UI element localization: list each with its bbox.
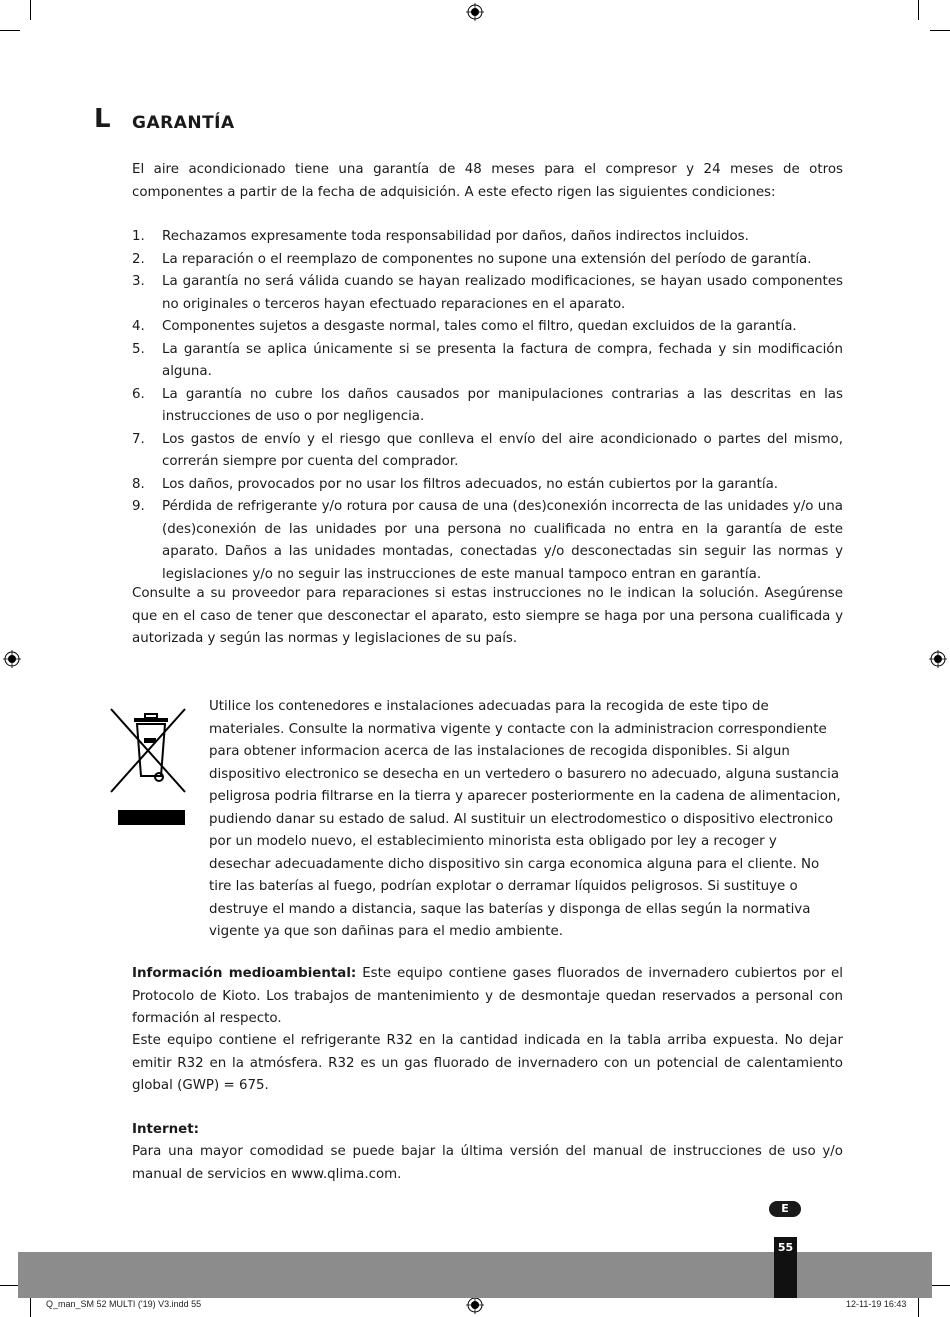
refrigerant-info: Este equipo contiene el refrigerante R32 en la cantidad indicada en la tabla arriba expuesta. No dejar emitir R32 en la atmósfera. R32 es un gas fluorado de invernadero con un potencial de calentamiento global (GWP) = 675.	[132, 1033, 843, 1093]
item-number: 7.	[132, 431, 145, 447]
weee-crossed-bin-icon	[108, 706, 188, 826]
crop-mark	[930, 30, 950, 31]
item-number: 6.	[132, 386, 145, 402]
warranty-conditions-list	[132, 226, 843, 586]
item-text: Rechazamos expresamente toda responsabilidad por daños, daños indirectos incluidos.	[162, 229, 749, 244]
item-number: 8.	[132, 476, 145, 492]
list-item	[132, 316, 843, 339]
crop-mark	[918, 1297, 919, 1317]
language-badge: E	[769, 1201, 801, 1217]
list-item	[132, 271, 843, 316]
registration-mark-icon	[929, 650, 947, 668]
list-item	[132, 429, 843, 474]
item-text: Pérdida de refrigerante y/o rotura por causa de una (des)conexión incorrecta de las unidades y/o una (des)conexión de las unidades por una persona no cualificada no entra en la garantía de este aparato. Daños a las unidades montadas, conectadas y/o desconectadas sin seguir las normas y legislaciones y/o no seguir las instrucciones de este manual tampoco entran en garantía.	[162, 499, 843, 582]
list-item	[132, 496, 843, 586]
environmental-info-text: Este equipo contiene gases fluorados de invernadero cubiertos por el Protocolo de Kioto. Los trabajos de mantenimiento y de desmontaje quedan reservados a personal con formación al respecto.	[132, 966, 843, 1026]
list-item	[132, 384, 843, 429]
registration-mark-icon	[3, 650, 21, 668]
crop-mark	[930, 1285, 950, 1286]
crop-mark	[30, 0, 31, 20]
item-text: La garantía no será válida cuando se hayan realizado modificaciones, se hayan usado componentes no originales o terceros hayan efectuado reparaciones en el aparato.	[162, 274, 843, 312]
environmental-info	[132, 963, 843, 1031]
crop-mark	[30, 1297, 31, 1317]
item-number: 2.	[132, 251, 145, 267]
crop-mark	[918, 0, 919, 20]
slug-filename: Q_man_SM 52 MULTI ('19) V3.indd 55	[46, 1299, 202, 1309]
crop-mark	[0, 30, 20, 31]
item-text: La garantía se aplica únicamente si se presenta la factura de compra, fechada y sin modificación alguna.	[162, 341, 843, 379]
registration-mark-icon	[466, 3, 484, 21]
section-letter: L	[94, 104, 111, 134]
crop-mark	[0, 1285, 20, 1286]
list-item	[132, 474, 843, 497]
item-text: Los daños, provocados por no usar los filtros adecuados, no están cubiertos por la garantía.	[162, 476, 779, 492]
section-title: GARANTÍA	[132, 113, 235, 133]
list-item	[132, 339, 843, 384]
registration-mark-icon	[466, 1296, 484, 1314]
environmental-info-label: Información medioambiental:	[132, 966, 357, 981]
item-number: 5.	[132, 341, 145, 357]
consult-paragraph: Consulte a su proveedor para reparaciones si estas instrucciones no le indican la solución. Asegúrense que en el caso de tener que desconectar el aparato, esto siempre se haga por una persona cualificada y autorizada y según las normas y legislaciones de su país.	[132, 586, 843, 646]
internet-text: Para una mayor comodidad se puede bajar la última versión del manual de instrucciones de uso y/o manual de servicios en www.qlima.com.	[132, 1144, 843, 1182]
item-number: 1.	[132, 229, 145, 244]
item-text: Los gastos de envío y el riesgo que conlleva el envío del aire acondicionado o partes del mismo, correrán siempre por cuenta del comprador.	[162, 431, 843, 469]
item-number: 9.	[132, 499, 145, 514]
item-number: 3.	[132, 274, 145, 289]
page-number: 55	[774, 1237, 797, 1298]
weee-paragraph: Utilice los contenedores e instalaciones adecuadas para la recogida de este tipo de materiales. Consulte la normativa vigente y contacte con la administracion correspondiente para obtener informacion acerca de las instalaciones de recogida disponibles. Si algun dispositivo electronico se desecha en un vertedero o basurero no adecuado, alguna sustancia peligrosa podria filtrarse en la tierra y aparecer posteriormente en la cadena de alimentacion, pudiendo danar su estado de salud. Al sustituir un electrodomestico o dispositivo electronico por un modelo nuevo, el establecimiento minorista esta obligado por ley a recoger y desechar adecuadamente dicho dispositivo sin carga economica alguna para el cliente. No tire las baterías al fuego, podrían explotar o derramar líquidos peligrosos. Si sustituye o destruye el mando a distancia, saque las baterías y disponga de ellas según la normativa vigente ya que son dañinas para el medio ambiente.	[209, 699, 841, 939]
item-text: La garantía no cubre los daños causados por manipulaciones contrarias a las descritas en las instrucciones de uso o por negligencia.	[162, 386, 843, 424]
list-item	[132, 226, 843, 249]
internet-label: Internet:	[132, 1122, 199, 1137]
item-text: Componentes sujetos a desgaste normal, tales como el filtro, quedan excluidos de la garantía.	[162, 319, 797, 334]
slug-date: 12-11-19 16:43	[846, 1299, 907, 1309]
item-text: La reparación o el reemplazo de componentes no supone una extensión del período de garantía.	[162, 251, 812, 267]
item-number: 4.	[132, 319, 145, 334]
list-item	[132, 249, 843, 272]
warranty-intro: El aire acondicionado tiene una garantía de 48 meses para el compresor y 24 meses de otros componentes a partir de la fecha de adquisición. A este efecto rigen las siguientes condiciones:	[132, 162, 843, 200]
